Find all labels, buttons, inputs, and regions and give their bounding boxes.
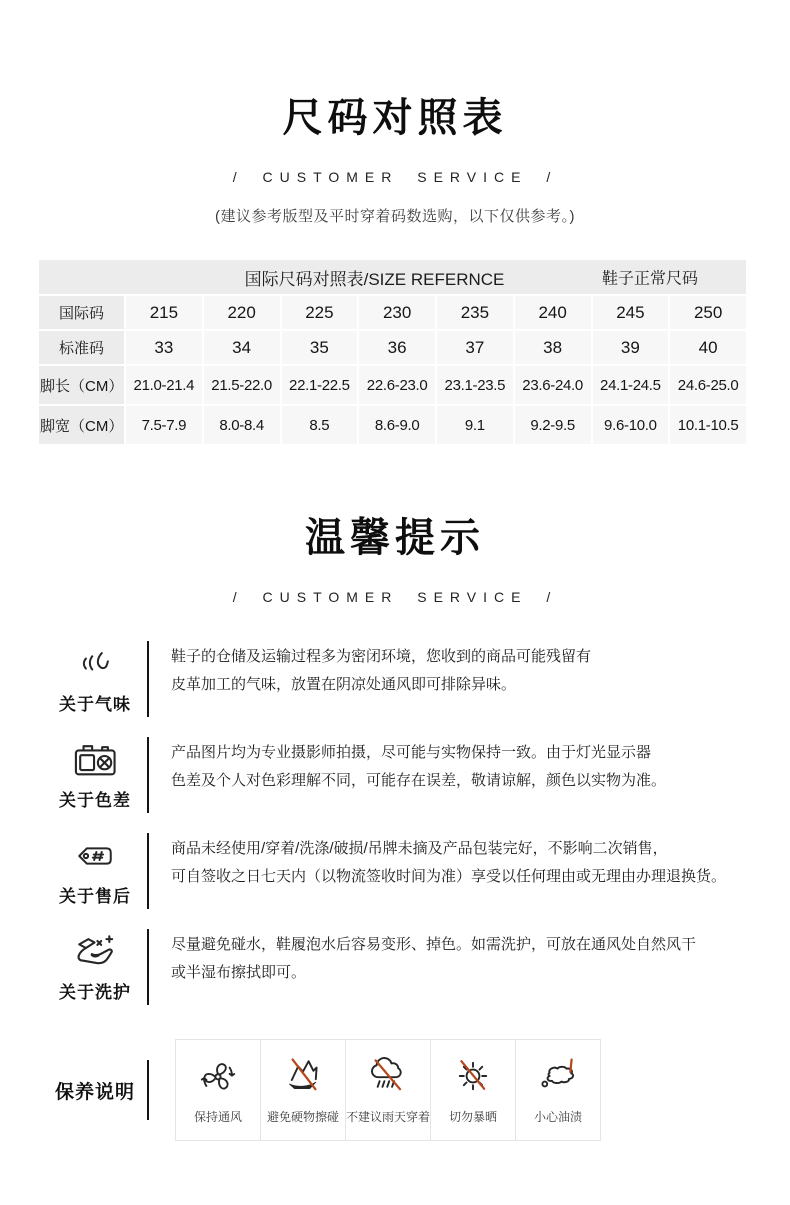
- divider: [147, 833, 149, 909]
- table-cell: 225: [282, 296, 358, 329]
- care-box-no-scratch: [260, 1039, 346, 1141]
- table-cell: 38: [515, 331, 591, 364]
- table-cell: 23.1-23.5: [437, 366, 513, 404]
- table-cell: 21.0-21.4: [126, 366, 202, 404]
- table-row: [39, 366, 746, 404]
- table-cell: 33: [126, 331, 202, 364]
- table-header-cell: [39, 260, 746, 294]
- tip-text-line: 可自签收之日七天内（以物流签收时间为准）享受以任何理由或无理由办理退换货。: [171, 868, 727, 885]
- tip-label: 关于色差: [59, 791, 131, 810]
- table-cell: 9.2-9.5: [515, 406, 591, 444]
- customer-service-subtitle: / CUSTOMER SERVICE /: [232, 589, 558, 605]
- table-cell: 23.6-24.0: [515, 366, 591, 404]
- tip-label: 关于气味: [59, 695, 131, 714]
- table-cell: 215: [126, 296, 202, 329]
- row-label: 脚宽（CM）: [39, 406, 124, 444]
- care-box-no-rain: [345, 1039, 431, 1141]
- no-rain-icon: [364, 1052, 412, 1100]
- table-cell: 9.6-10.0: [593, 406, 669, 444]
- tip-text: [171, 833, 726, 909]
- divider: [147, 929, 149, 1005]
- table-header-row: [39, 260, 746, 294]
- table-header-right: 鞋子正常尺码: [601, 270, 698, 288]
- table-cell: 8.6-9.0: [359, 406, 435, 444]
- table-cell: 40: [670, 331, 746, 364]
- size-chart-section: [0, 0, 790, 446]
- tip-text: [171, 737, 666, 813]
- table-cell: 24.1-24.5: [593, 366, 669, 404]
- tip-text: [171, 641, 591, 717]
- tip-text-line: 尽量避免碰水，鞋履泡水后容易变形、掉色。如需洗护，可放在通风处自然风干: [171, 936, 697, 953]
- table-cell: 245: [593, 296, 669, 329]
- hand-wash-icon: [72, 931, 118, 973]
- care-box-ventilation: [175, 1039, 261, 1141]
- customer-service-subtitle: / CUSTOMER SERVICE /: [232, 169, 558, 185]
- table-cell: 21.5-22.0: [204, 366, 280, 404]
- tip-text-line: 产品图片均为专业摄影师拍摄，尽可能与实物保持一致。由于灯光显示器: [171, 744, 652, 761]
- table-cell: 8.5: [282, 406, 358, 444]
- tip-text-line: 或半湿布擦拭即可。: [171, 964, 307, 981]
- table-cell: 39: [593, 331, 669, 364]
- tip-item-color: [43, 737, 790, 813]
- oil-stain-icon: [534, 1052, 582, 1100]
- table-row: [39, 406, 746, 444]
- tip-item-odor: [43, 641, 790, 717]
- table-row: [39, 296, 746, 329]
- table-cell: 240: [515, 296, 591, 329]
- fan-icon: [194, 1052, 242, 1100]
- table-cell: 7.5-7.9: [126, 406, 202, 444]
- size-table: [37, 258, 748, 446]
- tip-text-line: 色差及个人对色彩理解不同，可能存在误差，敬请谅解，颜色以实物为准。: [171, 772, 667, 789]
- table-row: [39, 331, 746, 364]
- table-cell: 35: [282, 331, 358, 364]
- odor-icon: [73, 643, 117, 685]
- camera-icon: [72, 739, 118, 781]
- row-label: 标准码: [39, 331, 124, 364]
- tag-icon: [72, 835, 118, 877]
- care-box-oil: [515, 1039, 601, 1141]
- tip-text: [171, 929, 696, 1005]
- care-box-label: 小心油渍: [533, 1110, 582, 1124]
- table-cell: 8.0-8.4: [204, 406, 280, 444]
- row-label: 国际码: [39, 296, 124, 329]
- tip-text-line: 皮革加工的气味，放置在阴凉处通风即可排除异味。: [171, 676, 517, 693]
- tips-list: [43, 641, 790, 1005]
- table-cell: 34: [204, 331, 280, 364]
- care-box-label: 不建议雨天穿着: [346, 1110, 431, 1124]
- no-sharp-icon: [279, 1052, 327, 1100]
- no-sun-icon: [449, 1052, 497, 1100]
- table-cell: 10.1-10.5: [670, 406, 746, 444]
- table-cell: 36: [359, 331, 435, 364]
- tip-label: 关于售后: [59, 887, 131, 906]
- care-box-label: 切勿暴晒: [448, 1110, 497, 1124]
- tip-label: 关于洗护: [59, 983, 131, 1002]
- table-cell: 230: [359, 296, 435, 329]
- tips-title: 温馨提示: [305, 516, 485, 560]
- table-header-left: 国际尺码对照表/SIZE REFERNCE: [244, 269, 505, 289]
- divider: [147, 1060, 149, 1120]
- tip-text-line: 商品未经使用/穿着/洗涤/破损/吊牌未摘及产品包装完好，不影响二次销售，: [171, 840, 668, 857]
- table-cell: 22.1-22.5: [282, 366, 358, 404]
- size-note: (建议参考版型及平时穿着码数选购，以下仅供参考。): [215, 208, 575, 225]
- tip-item-washcare: [43, 929, 790, 1005]
- table-cell: 250: [670, 296, 746, 329]
- care-box-no-sun: [430, 1039, 516, 1141]
- care-box-label: 避免硬物擦碰: [266, 1110, 339, 1124]
- divider: [147, 641, 149, 717]
- table-cell: 9.1: [437, 406, 513, 444]
- tip-item-aftersale: [43, 833, 790, 909]
- table-cell: 37: [437, 331, 513, 364]
- divider: [147, 737, 149, 813]
- care-box-label: 保持通风: [193, 1110, 242, 1124]
- table-cell: 220: [204, 296, 280, 329]
- table-cell: 22.6-23.0: [359, 366, 435, 404]
- warm-tips-section: [0, 446, 790, 1141]
- care-instructions: [43, 1039, 790, 1141]
- care-label: 保养说明: [54, 1081, 135, 1103]
- care-boxes: [175, 1039, 601, 1141]
- table-cell: 235: [437, 296, 513, 329]
- row-label: 脚长（CM）: [39, 366, 124, 404]
- table-cell: 24.6-25.0: [670, 366, 746, 404]
- page-title: 尺码对照表: [282, 96, 508, 140]
- tip-text-line: 鞋子的仓储及运输过程多为密闭环境，您收到的商品可能残留有: [171, 648, 592, 665]
